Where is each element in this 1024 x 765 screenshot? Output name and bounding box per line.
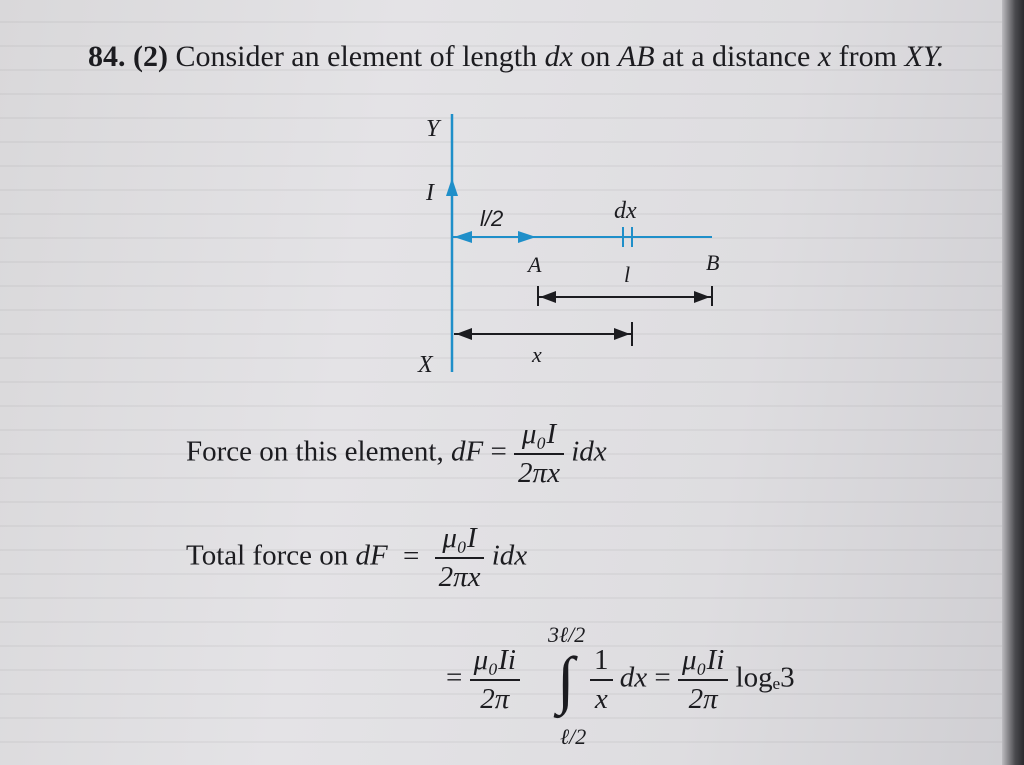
integral-sign-icon: ∫ [557, 644, 575, 715]
arrow-left-icon [454, 231, 472, 243]
x-arrow-left-icon [456, 328, 472, 340]
label-x-end: X [418, 352, 433, 378]
integrand-fraction [590, 644, 613, 716]
statement-text-1: Consider an element of length [175, 40, 538, 73]
eq2-fraction [435, 522, 485, 594]
label-l-half: l/2 [480, 206, 504, 231]
page-edge [1002, 0, 1024, 765]
eq3-denominator-2: 2π [688, 683, 718, 715]
eq1-tail: idx [571, 435, 607, 468]
label-l: l [624, 262, 631, 287]
equation-integral-rhs [590, 644, 795, 716]
statement-text-on: on [580, 40, 611, 73]
l-arrow-left-icon [540, 291, 556, 303]
label-dx: dx [614, 198, 637, 224]
statement-text-from: from [838, 40, 897, 73]
label-distance-x: x [532, 342, 542, 367]
x-arrow-right-icon [614, 328, 630, 340]
integral-lower-limit: ℓ/2 [560, 724, 587, 749]
eq3-log: logₑ3 [735, 661, 795, 694]
eq3-numerator-2: μ₀Ii [681, 644, 725, 676]
eq3-fraction-2 [678, 644, 728, 716]
integral-upper-limit: 3ℓ/2 [548, 622, 586, 647]
eq2-equals: = [402, 539, 420, 572]
l-arrow-right-icon [694, 291, 710, 303]
integrand-numerator: 1 [594, 644, 609, 676]
eq2-lhs: dF [355, 539, 388, 572]
eq3-equals-2: = [654, 661, 671, 694]
eq2-denominator: 2πx [438, 561, 481, 593]
wire-diagram [380, 100, 740, 390]
label-a: A [528, 252, 542, 277]
label-y: Y [426, 116, 440, 142]
problem-number: 84. [88, 40, 126, 73]
eq2-prefix: Total force on [186, 539, 349, 572]
eq1-prefix: Force on this element, [186, 435, 444, 468]
eq2-tail: idx [491, 539, 528, 572]
problem-statement [88, 40, 944, 74]
label-current-i: I [426, 180, 434, 206]
answer-key: (2) [133, 40, 168, 73]
eq3-fraction-bar-2 [678, 679, 728, 681]
statement-var-ab: AB [617, 40, 655, 73]
label-b: B [706, 250, 720, 275]
equation-total-force [186, 522, 527, 594]
integrand-dx: dx [619, 661, 648, 694]
statement-var-xy: XY. [904, 40, 945, 73]
eq1-fraction-bar [514, 453, 564, 455]
eq1-denominator: 2πx [518, 457, 560, 489]
integrand-denominator: x [594, 683, 608, 715]
integrand-fraction-bar [590, 679, 613, 681]
eq3-fraction-1 [470, 644, 520, 716]
eq3-denominator-1: 2π [480, 683, 510, 715]
statement-text-2: at a distance [662, 40, 811, 73]
equation-force-element [186, 418, 607, 490]
eq2-fraction-bar [435, 557, 485, 559]
eq3-equals: = [446, 661, 463, 694]
eq3-fraction-bar-1 [470, 679, 520, 681]
arrow-right-icon [518, 231, 536, 243]
eq3-numerator-1: μ₀Ii [473, 644, 516, 676]
statement-var-x: x [817, 40, 832, 73]
eq1-lhs: dF [450, 435, 484, 468]
statement-var-dx: dx [544, 40, 573, 73]
eq1-fraction [514, 418, 564, 490]
current-arrow-icon [446, 178, 458, 196]
eq2-numerator: μ₀I [442, 522, 477, 554]
equation-integral [446, 644, 520, 716]
eq1-equals: = [490, 435, 507, 468]
eq1-numerator: μ₀I [521, 418, 557, 450]
